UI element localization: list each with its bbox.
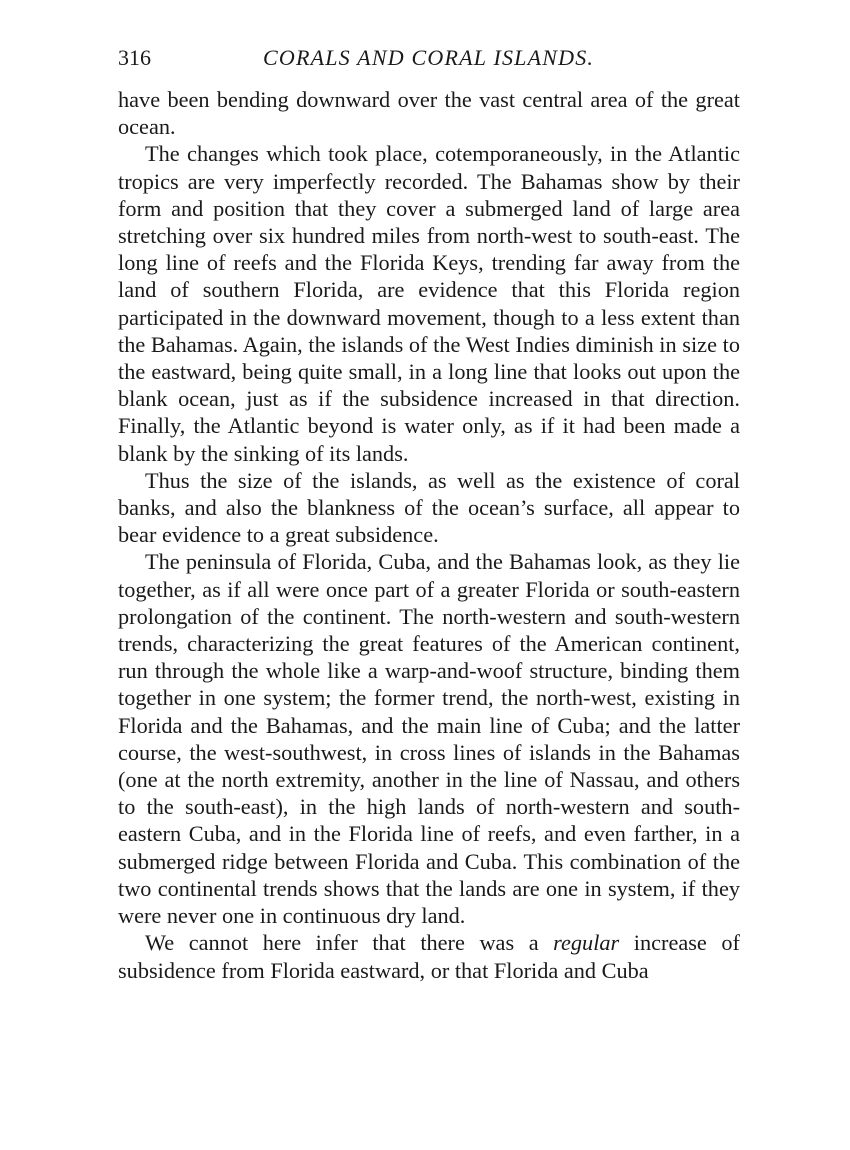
paragraph-text-start: We cannot here infer that there was a [145, 930, 554, 956]
page-header [118, 42, 740, 74]
emphasized-word: regular [553, 930, 620, 956]
page-number: 316 [118, 45, 151, 70]
body-text [118, 86, 740, 984]
paragraph-subsidence-evidence: Thus the size of the islands, as well as the existence of coral banks, and also the blankness of the ocean’s surface, all appear to bear evidence to a great subsidence. [118, 467, 740, 548]
paragraph-florida-cuba-bahamas: The peninsula of Florida, Cuba, and the Bahamas look, as they lie together, as if all were once part of a greater Florida or south-eastern prolongation of the continent. The north-western and south-western trends, characterizing the great features of the American continent, run through the whole like a warp-and-woof structure, binding them together in one system; the former trend, the north-west, existing in Florida and the Bahamas, and the main line of Cuba; and the latter course, the west-southwest, in cross lines of islands in the Bahamas (one at the north extremity, another in the line of Nassau, and others to the south-east), in the high lands of north-western and south-eastern Cuba, and in the Florida line of reefs, and even farther, in a submerged ridge between Florida and Cuba. This combination of the two continental trends shows that the lands are one in system, if they were never one in continuous dry land. [118, 549, 740, 929]
paragraph-regular-increase [118, 929, 740, 983]
paragraph-continuation: have been bending downward over the vast central area of the great ocean. [118, 87, 740, 140]
paragraph-atlantic-changes: The changes which took place, cotemporaneously, in the Atlantic tropics are very imperfectly recorded. The Bahamas show by their form and position that they cover a submerged land of large area stretching over six hundred miles from north-west to south-east. The long line of reefs and the Florida Keys, trending far away from the land of southern Florida, are evidence that this Florida region participated in the downward movement, though to a less extent than the Bahamas. Again, the islands of the West Indies diminish in size to the eastward, being quite small, in a long line that looks out upon the blank ocean, just as if the subsidence increased in that direction. Finally, the Atlantic beyond is water only, as if it had been made a blank by the sinking of its lands. [118, 141, 740, 466]
running-title: CORALS AND CORAL ISLANDS. [263, 45, 595, 70]
paragraph-text-end: increase of subsidence from Florida eastward, or that Florida and Cuba [118, 930, 740, 983]
